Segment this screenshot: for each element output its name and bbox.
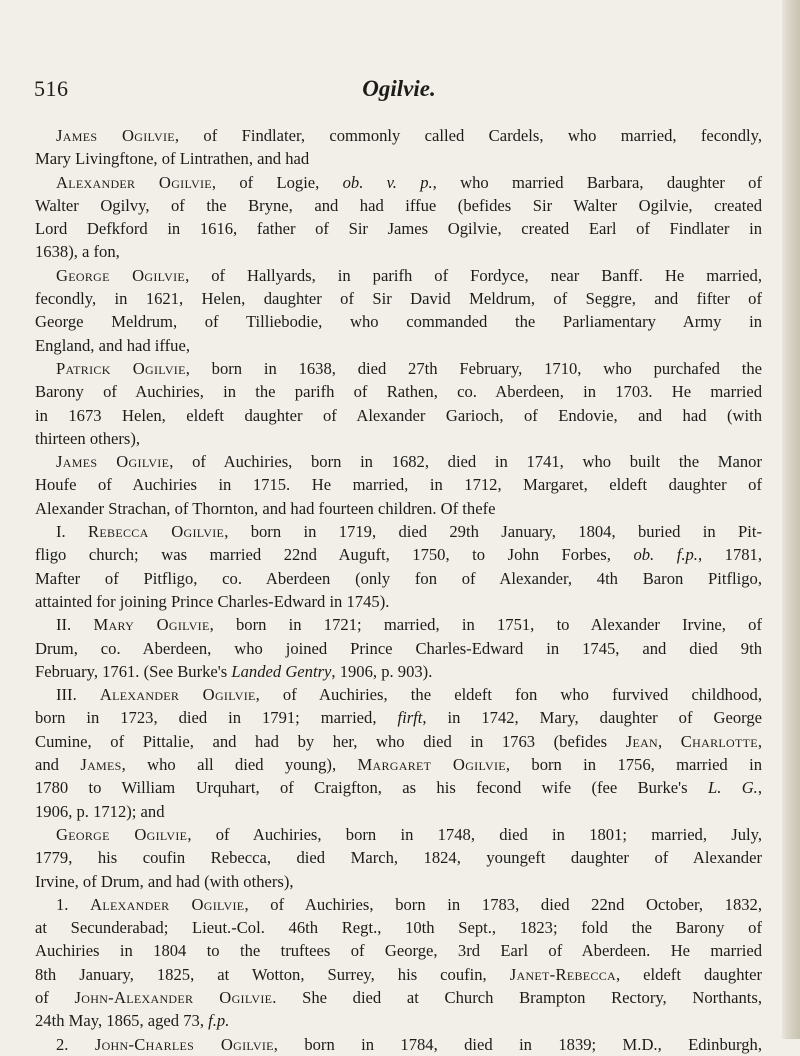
text-line — [35, 217, 762, 240]
text-line — [35, 240, 762, 263]
text-line — [35, 473, 762, 496]
person-name: Rebecca Ogilvie — [88, 522, 225, 542]
page-number: 516 — [34, 76, 69, 101]
text-run: fecondly, in 1621, Helen, daughter of Sir David Meldrum, of Seggre, and fifter of — [35, 289, 762, 309]
text-run: in 1673 Helen, eldeft daughter of Alexander Garioch, of Endovie, and had (with — [35, 405, 762, 425]
text-run: III. — [56, 685, 100, 705]
text-run: , of Auchiries, born in 1748, died in 1801; married, July, — [187, 824, 762, 844]
text-line — [35, 310, 762, 333]
text-line — [35, 846, 762, 869]
text-run: II. — [56, 615, 94, 635]
text-line — [35, 450, 762, 473]
text-run: . She died at Church Brampton Rectory, Northants, — [272, 987, 762, 1007]
text-line — [35, 637, 762, 660]
text-line — [35, 404, 762, 427]
person-name: Alexander Ogilvie — [99, 685, 256, 705]
person-name: Mary Ogilvie — [93, 615, 210, 635]
text-run: Drum, co. Aberdeen, who joined Prince Charles-Edward in 1745, and died 9th — [35, 638, 762, 658]
text-run: Alexander Strachan, of Thornton, and had fourteen children. Of thefe — [35, 498, 496, 518]
text-run: of — [35, 987, 75, 1007]
text-run: I. — [56, 522, 89, 542]
person-name: Alexander Ogilvie — [90, 894, 245, 914]
text-line — [35, 194, 762, 217]
text-run: Houfe of Auchiries in 1715. He married, in 1712, Margaret, eldeft daughter of — [35, 475, 762, 495]
text-run: 2. — [56, 1034, 95, 1054]
text-run: fligo church; was married 22nd Auguft, 1750, to John Forbes, — [35, 545, 634, 565]
text-line — [35, 986, 762, 1009]
text-run: , of Auchiries, the eldeft fon who furvived childhood, — [255, 685, 762, 705]
text-run: Barony of Auchiries, in the parifh of Rathen, co. Aberdeen, in 1703. He married — [35, 382, 762, 402]
text-line — [35, 1009, 762, 1032]
person-name: Janet-Rebecca — [509, 964, 617, 984]
text-run: Irvine, of Drum, and had (with others), — [35, 871, 294, 891]
text-run: and — [35, 755, 81, 775]
text-line — [35, 683, 762, 706]
text-run: , — [757, 731, 763, 751]
text-run: , born in 1784, died in 1839; M.D., Edinburgh, — [273, 1034, 763, 1054]
text-line — [35, 287, 762, 310]
italic-text: firft — [397, 708, 423, 728]
text-line — [35, 800, 762, 823]
text-line — [35, 870, 762, 893]
text-run: 1638), a fon, — [35, 242, 120, 262]
text-run: , of Findlater, commonly called Cardels, who married, fecondly, — [174, 126, 762, 145]
text-run: Auchiries in 1804 to the truftees of George, 3rd Earl of Aberdeen. He married — [35, 941, 762, 961]
text-line — [35, 357, 762, 380]
text-run: , of Auchiries, born in 1783, died 22nd October, 1832, — [244, 894, 763, 914]
text-line — [35, 706, 762, 729]
text-line — [35, 939, 762, 962]
text-run: 1. — [56, 894, 91, 914]
text-run: , who all died young), — [121, 755, 358, 775]
text-line — [35, 893, 762, 916]
text-run: attainted for joining Prince Charles-Edward in 1745). — [35, 591, 390, 611]
text-run: George Meldrum, of Tilliebodie, who commanded the Parliamentary Army in — [35, 312, 762, 332]
text-run: at Secunderabad; Lieut.-Col. 46th Regt., 10th Sept., 1823; fold the Barony of — [35, 918, 762, 938]
text-line — [35, 776, 762, 799]
person-name: James Ogilvie — [56, 452, 170, 472]
text-line — [35, 334, 762, 357]
text-run: 1779, his coufin Rebecca, died March, 1824, youngeft daughter of Alexander — [35, 848, 762, 868]
text-run: , 1781, — [697, 545, 762, 565]
running-title: Ogilvie. — [362, 76, 436, 101]
text-line — [35, 520, 762, 543]
text-run: , 1906, p. 903). — [331, 661, 433, 681]
text-run: , born in 1719, died 29th January, 1804, buried in Pit- — [224, 522, 762, 542]
text-run: , of Logie, — [211, 172, 343, 192]
person-name: James — [80, 755, 122, 775]
text-line — [35, 753, 762, 776]
person-name: Jean — [625, 731, 659, 751]
person-name: Patrick Ogilvie — [56, 358, 186, 378]
text-run: , born in 1638, died 27th February, 1710, who purchafed the — [185, 358, 762, 378]
text-run: , of Auchiries, born in 1682, died in 1741, who built the Manor — [169, 452, 763, 472]
italic-text: ob. f.p. — [633, 545, 698, 565]
text-run: thirteen others), — [35, 428, 141, 448]
text-run: , — [658, 731, 681, 751]
text-run: , born in 1756, married in — [505, 755, 762, 775]
person-name: Alexander Ogilvie — [56, 172, 212, 192]
body-text — [35, 124, 762, 1056]
text-line — [35, 497, 762, 520]
text-run: England, and had iffue, — [35, 335, 190, 355]
text-run: , who married Barbara, daughter of — [432, 172, 762, 192]
text-run: Mary Livingftone, of Lintrathen, and had — [35, 149, 310, 169]
page-header — [34, 76, 764, 106]
italic-text: Landed Gentry — [231, 661, 332, 681]
text-line — [35, 590, 762, 613]
text-run: Walter Ogilvy, of the Bryne, and had iffue (befides Sir Walter Ogilvie, created — [35, 195, 762, 215]
italic-text: ob. v. p. — [342, 172, 433, 192]
text-run: , eldeft daughter — [616, 964, 762, 984]
page-edge-shadow — [782, 0, 800, 1039]
text-run: February, 1761. (See Burke's — [35, 661, 232, 681]
italic-text: L. G. — [707, 778, 758, 798]
person-name: George Ogilvie — [56, 265, 186, 285]
text-run: Lord Defkford in 1616, father of Sir James Ogilvie, created Earl of Findlater in — [35, 219, 762, 239]
text-run: 1906, p. 1712); and — [35, 801, 165, 821]
text-line — [35, 963, 762, 986]
person-name: George Ogilvie — [56, 824, 188, 844]
text-line — [35, 264, 762, 287]
person-name: James Ogilvie — [56, 126, 175, 145]
text-line — [35, 1033, 762, 1056]
text-run: , — [757, 778, 762, 798]
text-line — [35, 380, 762, 403]
text-run: Mafter of Pitfligo, co. Aberdeen (only fon of Alexander, 4th Baron Pitfligo, — [35, 568, 762, 588]
text-run: , in 1742, Mary, daughter of George — [422, 708, 762, 728]
text-run: , born in 1721; married, in 1751, to Alexander Irvine, of — [209, 615, 762, 635]
text-run: 24th May, 1865, aged 73, — [35, 1011, 209, 1031]
text-line — [35, 171, 762, 194]
text-line — [35, 613, 762, 636]
text-line — [35, 916, 762, 939]
text-line — [35, 427, 762, 450]
person-name: Margaret Ogilvie — [357, 755, 506, 775]
text-line — [35, 823, 762, 846]
text-run: , of Hallyards, in parifh of Fordyce, near Banff. He married, — [185, 265, 762, 285]
text-line — [35, 543, 762, 566]
text-line — [35, 730, 762, 753]
text-line — [35, 124, 762, 147]
text-run: Cumine, of Pittalie, and had by her, who died in 1763 (befides — [35, 731, 626, 751]
text-run: 8th January, 1825, at Wotton, Surrey, his coufin, — [35, 964, 510, 984]
text-line — [35, 567, 762, 590]
person-name: Charlotte — [680, 731, 758, 751]
text-line — [35, 147, 762, 170]
person-name: John-Charles Ogilvie — [94, 1034, 274, 1054]
italic-text: f.p. — [208, 1011, 230, 1031]
text-run: 1780 to William Urquhart, of Craigfton, as his fecond wife (fee Burke's — [35, 778, 708, 798]
text-run: born in 1723, died in 1791; married, — [35, 708, 398, 728]
text-line — [35, 660, 762, 683]
person-name: John-Alexander Ogilvie — [74, 987, 273, 1007]
